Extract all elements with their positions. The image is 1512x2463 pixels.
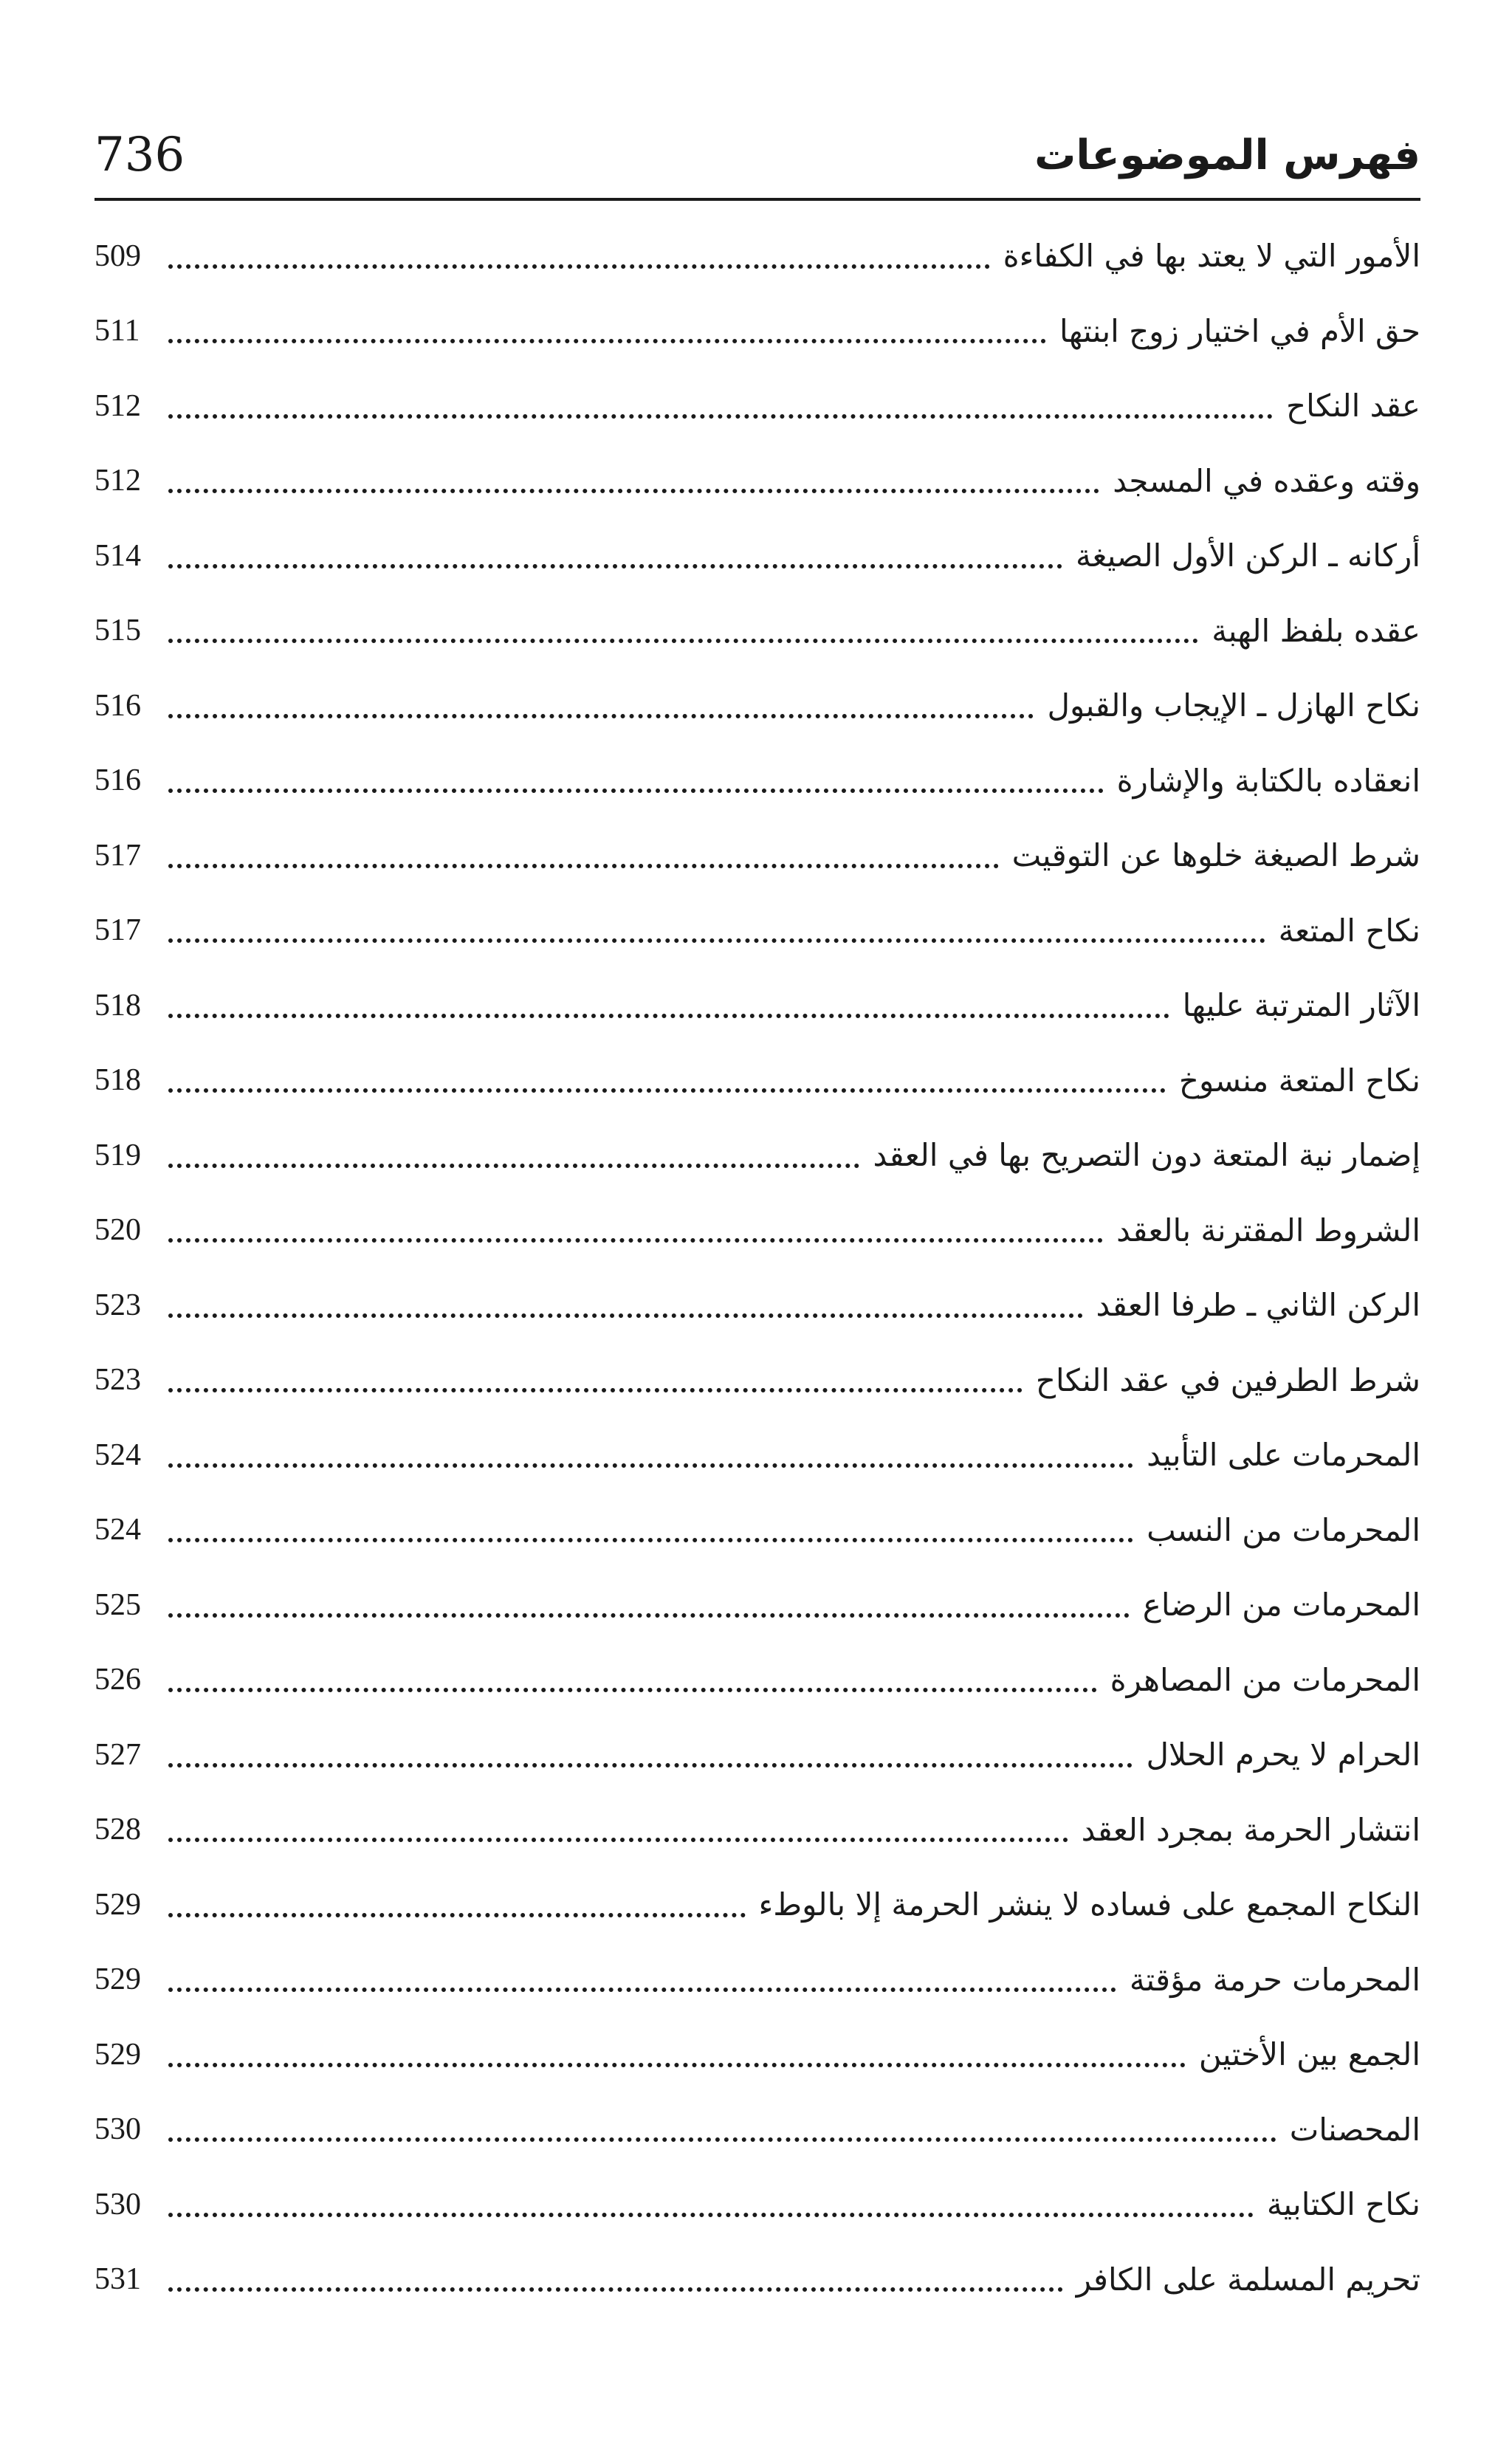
toc-entry (94, 1193, 1420, 1268)
page-number: 736 (94, 128, 185, 182)
toc-entry-page-number: 529 (94, 2037, 141, 2072)
toc-entry-page-number: 514 (94, 538, 141, 573)
dot-leader (168, 564, 1062, 568)
toc-entry-page-number: 523 (94, 1288, 141, 1322)
toc-entry (94, 968, 1420, 1043)
dot-leader (168, 1538, 1133, 1542)
dot-leader (168, 1613, 1130, 1618)
toc-entry (94, 594, 1420, 669)
toc-entry (94, 518, 1420, 594)
toc-entry-page-number: 524 (94, 1513, 141, 1547)
toc-entry (94, 1043, 1420, 1119)
toc-entry (94, 1343, 1420, 1418)
toc-entry-title: الجمع بين الأختين (1198, 2036, 1420, 2073)
dot-leader (168, 1313, 1083, 1318)
dot-leader (168, 1838, 1068, 1842)
toc-entry (94, 294, 1420, 369)
toc-entry-title: انعقاده بالكتابة والإشارة (1116, 762, 1420, 799)
toc-entry (94, 444, 1420, 519)
dot-leader (168, 1088, 1166, 1093)
dot-leader (168, 339, 1046, 343)
toc-entry (94, 368, 1420, 444)
dot-leader (168, 2287, 1063, 2292)
toc-entry-title: نكاح الهازل ـ الإيجاب والقبول (1047, 687, 1420, 724)
toc-entry (94, 2167, 1420, 2242)
dot-leader (168, 1014, 1169, 1018)
toc-entry-title: الأمور التي لا يعتد بها في الكفاءة (1003, 238, 1420, 275)
toc-entry (94, 743, 1420, 819)
toc-entry-page-number: 526 (94, 1663, 141, 1697)
dot-leader (168, 1988, 1116, 1992)
toc-entry-page-number: 517 (94, 913, 141, 948)
page-header (94, 111, 1420, 199)
toc-entry-page-number: 530 (94, 2112, 141, 2147)
dot-leader (168, 1238, 1103, 1243)
toc-entry-page-number: 525 (94, 1587, 141, 1622)
dot-leader (168, 864, 999, 868)
toc-entry-title: وقته وعقده في المسجد (1113, 462, 1420, 499)
toc-entry-page-number: 523 (94, 1363, 141, 1398)
toc-entry (94, 2092, 1420, 2168)
toc-entry-page-number: 516 (94, 688, 141, 723)
toc-entry-page-number: 512 (94, 464, 141, 498)
section-title: فهرس الموضوعات (1034, 131, 1420, 179)
toc-entry-page-number: 529 (94, 1887, 141, 1922)
toc-entry-title: شرط الصيغة خلوها عن التوقيت (1011, 837, 1420, 874)
dot-leader (168, 489, 1099, 493)
toc-entry (94, 1118, 1420, 1193)
toc-entry (94, 1643, 1420, 1718)
toc-entry-title: نكاح المتعة (1278, 912, 1420, 949)
toc-entry (94, 893, 1420, 969)
toc-entry-title: أركانه ـ الركن الأول الصيغة (1075, 537, 1420, 574)
toc-entry-title: الشروط المقترنة بالعقد (1116, 1212, 1420, 1248)
dot-leader (168, 1388, 1023, 1392)
toc-entry-page-number: 527 (94, 1737, 141, 1772)
toc-entry-title: المحرمات على التأبيد (1147, 1437, 1420, 1474)
toc-entry-title: الآثار المترتبة عليها (1182, 987, 1420, 1024)
toc-entry-page-number: 530 (94, 2187, 141, 2222)
toc-entry-page-number: 529 (94, 1962, 141, 1997)
dot-leader (168, 264, 990, 269)
toc-entry-page-number: 512 (94, 388, 141, 423)
toc-entry (94, 668, 1420, 743)
toc-entry-title: المحرمات من المصاهرة (1110, 1661, 1420, 1698)
toc-entry-page-number: 509 (94, 238, 141, 273)
toc-entry (94, 1268, 1420, 1343)
toc-entry-title: شرط الطرفين في عقد النكاح (1035, 1361, 1420, 1398)
toc-entry-page-number: 528 (94, 1813, 141, 1847)
dot-leader (168, 1164, 859, 1168)
toc-entry (94, 2242, 1420, 2318)
toc-entry-title: المحرمات من الرضاع (1142, 1587, 1420, 1624)
dot-leader (168, 714, 1034, 718)
dot-leader (168, 2213, 1254, 2217)
toc-entry-page-number: 515 (94, 614, 141, 648)
toc-entry-page-number: 516 (94, 763, 141, 798)
toc-entry-page-number: 524 (94, 1437, 141, 1472)
toc-entry (94, 1567, 1420, 1643)
dot-leader (168, 1463, 1133, 1468)
toc-entry-title: المحرمات حرمة مؤقتة (1129, 1961, 1420, 1998)
toc-entry-page-number: 531 (94, 2262, 141, 2297)
toc-entry (94, 1418, 1420, 1493)
toc-entry-title: تحريم المسلمة على الكافر (1076, 2261, 1420, 2298)
toc-entry-page-number: 519 (94, 1138, 141, 1172)
toc-entry-title: إضمار نية المتعة دون التصريح بها في العقد (873, 1137, 1420, 1174)
dot-leader (168, 789, 1104, 793)
toc-entry-page-number: 518 (94, 1063, 141, 1098)
dot-leader (168, 1913, 746, 1917)
dot-leader (168, 2137, 1276, 2142)
toc-entry-page-number: 518 (94, 988, 141, 1023)
toc-entry-title: انتشار الحرمة بمجرد العقد (1081, 1811, 1420, 1848)
table-of-contents (94, 219, 1420, 2317)
toc-entry-page-number: 511 (94, 314, 140, 348)
toc-entry-title: حق الأم في اختيار زوج ابنتها (1059, 312, 1420, 349)
toc-entry-title: الركن الثاني ـ طرفا العقد (1096, 1287, 1420, 1324)
toc-entry-title: الحرام لا يحرم الحلال (1146, 1737, 1420, 1773)
toc-entry-title: النكاح المجمع على فساده لا ينشر الحرمة إلا بالوطء (758, 1886, 1420, 1923)
dot-leader (168, 1688, 1097, 1692)
toc-entry (94, 818, 1420, 893)
dot-leader (168, 2063, 1186, 2067)
header-rule (94, 198, 1420, 201)
dot-leader (168, 938, 1265, 943)
toc-entry (94, 1942, 1420, 2018)
toc-entry-title: نكاح المتعة منسوخ (1178, 1062, 1420, 1099)
toc-entry-title: نكاح الكتابية (1266, 2186, 1420, 2223)
toc-entry (94, 1717, 1420, 1793)
toc-entry-title: عقده بلفظ الهبة (1212, 612, 1420, 649)
toc-entry-page-number: 520 (94, 1213, 141, 1248)
dot-leader (168, 639, 1198, 643)
toc-entry (94, 1793, 1420, 1868)
dot-leader (168, 1763, 1133, 1768)
toc-entry-title: المحصنات (1289, 2111, 1420, 2148)
toc-entry (94, 219, 1420, 294)
toc-entry (94, 2017, 1420, 2092)
toc-entry-title: عقد النكاح (1286, 388, 1420, 425)
toc-entry-title: المحرمات من النسب (1147, 1511, 1420, 1548)
toc-entry (94, 1867, 1420, 1942)
dot-leader (168, 414, 1273, 419)
toc-entry-page-number: 517 (94, 838, 141, 873)
toc-entry (94, 1493, 1420, 1568)
